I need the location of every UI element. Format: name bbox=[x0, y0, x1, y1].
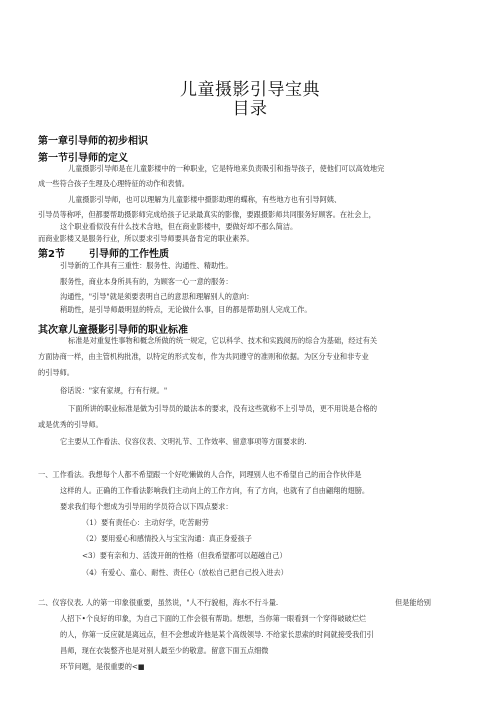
point-2-line-4: 昌师，现在衣装整齐也是对别人最至少的敬意。留意下面五点细微 bbox=[60, 646, 269, 655]
section-2-line-3: 沟通性，"引导"就是须要表明自己的意思和理解别人的意向： bbox=[60, 292, 254, 301]
chapter-2-line-7: 它主要从工作看法、仪容仪表、文明礼节、工作效率、留意事项等方面要求的. bbox=[60, 437, 307, 446]
section-2-line-4: 稍助性，是引导师最明显的特点，无论做什么事，目的都是帮助别人完成工作。 bbox=[60, 305, 312, 314]
chapter-2-line-4: 俗话说："家有家规，行有行规。" bbox=[60, 386, 168, 395]
section-1-line-1: 儿童摄影引导师是在儿童影楼中的一种职业，它是特地来负责吸引和指导孩子，使他们可以高效地完 bbox=[68, 164, 385, 173]
chapter-2-line-3: 的引导师。 bbox=[38, 368, 74, 377]
point-1-line-1: 一、工作看法。我想每个人都不希望跟一个好吃懒做的人合作，同理别人也不希望自己的而合作伙伴是 bbox=[38, 470, 362, 479]
section-1-line-3: 儿童摄影引导师，也可以理解为儿童影楼中摄影助理的蝶称，有些地方也有引导阿姨、 bbox=[68, 195, 342, 204]
point-2-line-1b: 但是能给别 bbox=[395, 598, 431, 607]
chapter-2-line-5: 下面所讲的职业标准是做为引导员的最法本的要求，没有这些就称不上引导员，更不用说是合格的 bbox=[68, 404, 378, 413]
section-2-line-1: 引导新的工作具有三重性：服务性、沟通性、精助性。 bbox=[60, 261, 233, 270]
section-2-heading bbox=[38, 245, 169, 260]
section-1-line-4: 引导员等称呼，但都要帮助摄影师完成给孩子记录最真实的影像，要跟摄影师共同服务好顾客。在社会上， bbox=[38, 210, 376, 219]
section-2-line-2: 服务性，商业本身所具有的，为顾客一心一意的服务： bbox=[60, 277, 233, 286]
section-2-number: 第2节 bbox=[38, 249, 65, 260]
chapter-2-heading: 其次章儿童摄影引导师的职业标准 bbox=[38, 325, 188, 336]
section-1-heading: 第一节引导师的定义 bbox=[38, 153, 128, 164]
section-1-line-5: 这个职业看似没有什么技术含地，但在商业影楼中，要做好却不那么简洁。 bbox=[60, 222, 298, 231]
chapter-2-line-6: 或是优秀的引导师。 bbox=[38, 420, 103, 429]
requirement-2: （2）要用爱心和感情投入与宝宝沟通：真正身爱孩子 bbox=[82, 534, 252, 543]
chapter-2-line-1: 标准是对重复性事物和概念所做的统一规定，它以科学、技术和实践阅历的综合为基础，经过有关 bbox=[68, 336, 378, 345]
requirement-4: （4）有爱心、童心、耐性、责任心（放松自己把自己投入进去） bbox=[82, 568, 288, 577]
point-1-line-3: 要求我们每个想成为引导用的学员符合以下四点要求： bbox=[60, 502, 233, 511]
document-subtitle: 目录 bbox=[232, 99, 268, 119]
section-1-line-6: 而商业影楼又是服务行业，所以要求引导师要具备肯定的职业素养。 bbox=[38, 234, 254, 243]
point-2-line-5: 环节问题，是很重要的<■ bbox=[60, 662, 145, 671]
document-title: 儿童摄影引导宝典 bbox=[180, 80, 320, 100]
requirement-1: （1）要有责任心：主动好学，吃苦耐劳 bbox=[82, 518, 209, 527]
point-2-line-1a: 二、仪容仪表, 人的第一印象很重要，虽然说，"人不行貌相，海水不行斗量. bbox=[38, 598, 279, 607]
chapter-2-line-2: 方面协商一样，由主管机构批准，以特定的形式发布，作为共同遵守的准则和依据。为区分专业和非专业 bbox=[38, 352, 369, 361]
chapter-1-heading: 第一章引导师的初步相识 bbox=[38, 136, 148, 147]
section-2-name: 引导师的工作性质 bbox=[88, 249, 169, 260]
point-1-line-2: 这样的人。正确的工作看法影响我们主动向上的工作方向，有了方向，也就有了自由翩翔的翅膀。 bbox=[60, 486, 370, 495]
requirement-3: <3）要有亲和力、活泼开朗的性格（但我希望都可以超越自己） bbox=[82, 551, 287, 560]
section-1-line-2: 成一些符合孩子生理及心理特征的动作和表情。 bbox=[38, 179, 189, 188]
point-2-line-3: 的人，你第一反应就是离远点，但不会想或许他是某个高级领导. 不给家长思索的时间就接受我们引 bbox=[60, 630, 374, 639]
point-2-line-2: 人招下•个良好的印象，为自己下面的工作会很有帮助。想想，当你第一眼看到一个穿得破破烂烂 bbox=[60, 614, 367, 623]
